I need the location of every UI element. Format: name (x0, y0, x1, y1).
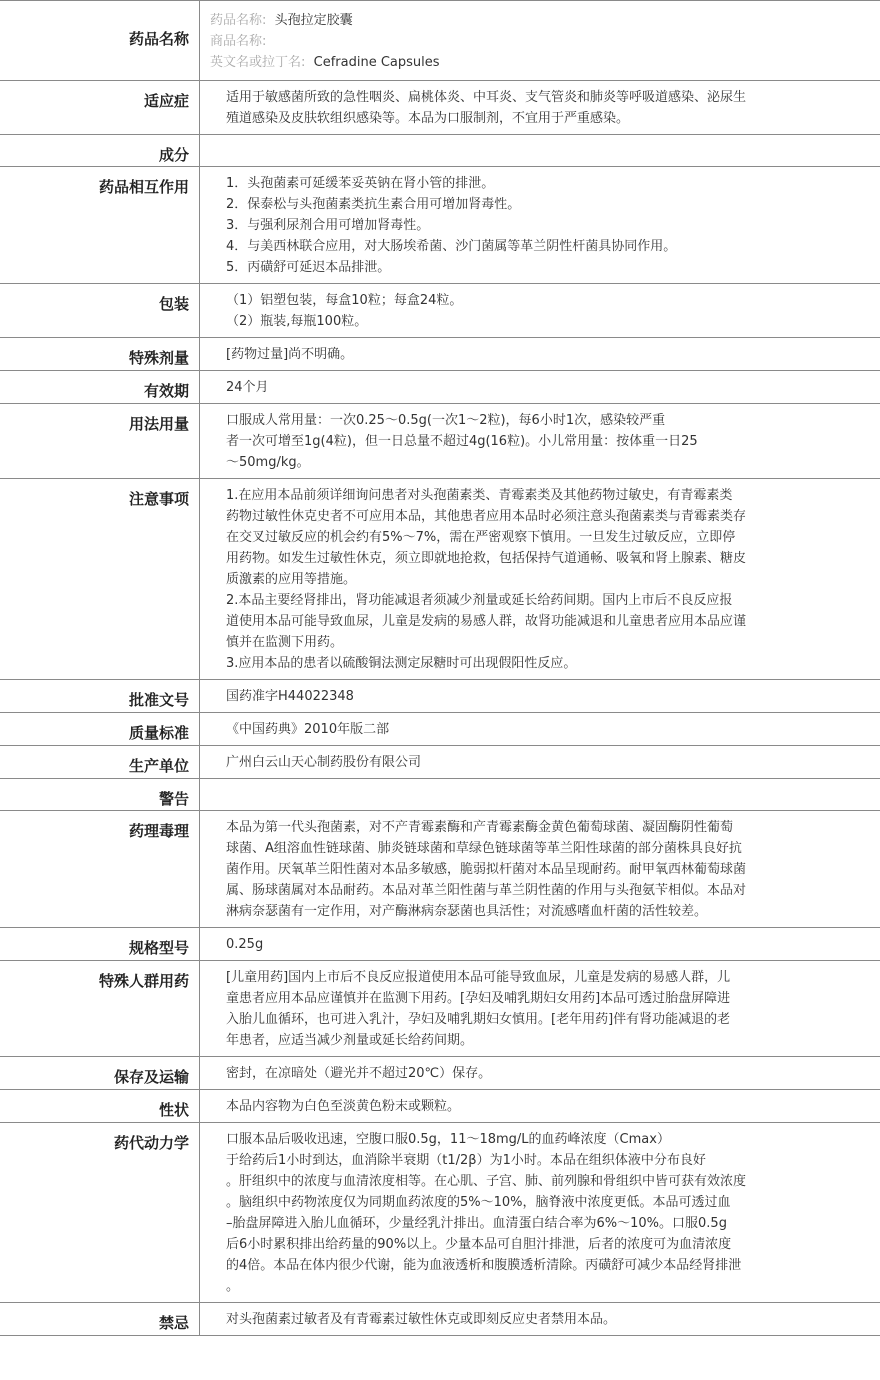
pharmacokinetics-line: –胎盘屏障进入胎儿血循环，少量经乳汁排出。血清蛋白结合率为6%～10%。口服0.5g (226, 1216, 727, 1231)
special-population-line: [儿童用药]国内上市后不良反应报道使用本品可能导致血尿，儿童是发病的易感人群，儿 (226, 970, 731, 985)
label-description: 性状 (0, 1090, 200, 1123)
pharmacokinetics-line: 口服本品后吸收迅速，空腹口服0.5g，11～18mg/L的血药峰浓度（Cmax） (226, 1132, 670, 1147)
row-indications (0, 81, 880, 135)
label-standard: 质量标准 (0, 713, 200, 746)
label-special-dosage: 特殊剂量 (0, 338, 200, 371)
row-warning (0, 779, 880, 811)
usage-line: 者一次可增至1g(4粒)，但一日总量不超过4g(16粒)。小儿常用量：按体重一日25 (226, 434, 698, 449)
manufacturer-text: 广州白云山天心制药股份有限公司 (226, 755, 422, 770)
pharmacology-line: 球菌、A组溶血性链球菌、肺炎链球菌和草绿色链球菌等革兰阳性球菌的部分菌株具良好抗 (226, 841, 742, 856)
pharmacokinetics-line: 。肝组织中的浓度与血清浓度相等。在心肌、子宫、肺、前列腺和骨组织中皆可获有效浓度 (226, 1174, 747, 1189)
storage-text: 密封，在凉暗处（避光并不超过20℃）保存。 (226, 1066, 492, 1081)
special-population-cell (200, 961, 880, 1057)
row-standard (0, 713, 880, 746)
usage-cell (200, 404, 880, 479)
interaction-item: 3．与强利尿剂合用可增加肾毒性。 (226, 218, 430, 233)
specification-cell (200, 928, 880, 961)
pharmacokinetics-cell (200, 1123, 880, 1303)
row-drug-name (0, 1, 880, 81)
label-interactions: 药品相互作用 (0, 167, 200, 284)
pharmacokinetics-line: 的4倍。本品在体内很少代谢，能为血液透析和腹膜透析清除。丙磺舒可减少本品经肾排泄 (226, 1258, 742, 1273)
pharmacokinetics-line: 。 (226, 1279, 240, 1294)
pharmacology-line: 本品为第一代头孢菌素，对不产青霉素酶和产青霉素酶金黄色葡萄球菌、凝固酶阴性葡萄 (226, 820, 734, 835)
label-manufacturer: 生产单位 (0, 746, 200, 779)
pharmacokinetics-line: 于给药后1小时到达，血消除半衰期（t1/2β）为1小时。本品在组织体液中分布良好 (226, 1153, 706, 1168)
validity-cell (200, 371, 880, 404)
label-packaging: 包装 (0, 284, 200, 338)
label-validity: 有效期 (0, 371, 200, 404)
label-specification: 规格型号 (0, 928, 200, 961)
label-contraindications: 禁忌 (0, 1303, 200, 1336)
packaging-item: （2）瓶装,每瓶100粒。 (226, 314, 368, 329)
precautions-line: 2.本品主要经肾排出，肾功能减退者须减少剂量或延长给药间期。国内上市后不良反应报 (226, 593, 733, 608)
special-population-line: 入胎儿血循环，也可进入乳汁，孕妇及哺乳期妇女慎用。[老年用药]伴有肾功能减退的老 (226, 1012, 731, 1027)
composition-text (226, 141, 786, 161)
generic-name-key: 药品名称: (210, 13, 267, 28)
label-warning: 警告 (0, 779, 200, 811)
precautions-line: 道使用本品可能导致血尿，儿童是发病的易感人群，故肾功能减退和儿童患者应用本品应谨 (226, 614, 747, 629)
contraindications-text: 对头孢菌素过敏者及有青霉素过敏性休克或即刻反应史者禁用本品。 (226, 1312, 617, 1327)
pharmacology-line: 属、肠球菌属对本品耐药。本品对革兰阳性菌与革兰阴性菌的作用与头孢氨苄相似。本品对 (226, 883, 747, 898)
manufacturer-cell (200, 746, 880, 779)
approval-cell (200, 680, 880, 713)
interaction-item: 2．保泰松与头孢菌素类抗生素合用可增加肾毒性。 (226, 197, 521, 212)
row-special-population (0, 961, 880, 1057)
pharmacokinetics-line: 。脑组织中药物浓度仅为同期血药浓度的5%～10%，脑脊液中浓度更低。本品可透过血 (226, 1195, 731, 1210)
row-pharmacology (0, 811, 880, 928)
label-indications: 适应症 (0, 81, 200, 135)
label-composition: 成分 (0, 135, 200, 167)
row-storage (0, 1057, 880, 1090)
row-manufacturer (0, 746, 880, 779)
label-drug-name: 药品名称 (0, 1, 200, 81)
contraindications-cell (200, 1303, 880, 1336)
row-composition (0, 135, 880, 167)
description-text: 本品内容物为白色至淡黄色粉末或颗粒。 (226, 1099, 461, 1114)
special-population-line: 童患者应用本品应谨慎并在监测下用药。[孕妇及哺乳期妇女用药]本品可透过胎盘屏障进 (226, 991, 731, 1006)
usage-line: ～50mg/kg。 (226, 455, 310, 470)
warning-text (226, 785, 786, 805)
packaging-item: （1）铝塑包装，每盒10粒；每盒24粒。 (226, 293, 463, 308)
row-approval (0, 680, 880, 713)
special-population-line: 年患者，应适当减少剂量或延长给药间期。 (226, 1033, 474, 1048)
packaging-cell (200, 284, 880, 338)
indications-line: 适用于敏感菌所致的急性咽炎、扁桃体炎、中耳炎、支气管炎和肺炎等呼吸道感染、泌尿生 (226, 90, 747, 105)
usage-line: 口服成人常用量：一次0.25～0.5g(一次1～2粒)，每6小时1次，感染较严重 (226, 413, 666, 428)
row-description (0, 1090, 880, 1123)
precautions-line: 1.在应用本品前须详细询问患者对头孢菌素类、青霉素类及其他药物过敏史，有青霉素类 (226, 488, 733, 503)
row-usage (0, 404, 880, 479)
row-contraindications (0, 1303, 880, 1336)
indications-line: 殖道感染及皮肤软组织感染等。本品为口服制剂，不宜用于严重感染。 (226, 111, 630, 126)
precautions-cell (200, 479, 880, 680)
label-pharmacokinetics: 药代动力学 (0, 1123, 200, 1303)
specification-text: 0.25g (226, 937, 264, 952)
special-dosage-text: [药物过量]尚不明确。 (226, 347, 354, 362)
label-usage: 用法用量 (0, 404, 200, 479)
row-packaging (0, 284, 880, 338)
description-cell (200, 1090, 880, 1123)
pharmacokinetics-line: 后6小时累积排出给药量的90%以上。少量本品可自胆汁排泄，后者的浓度可为血清浓度 (226, 1237, 732, 1252)
precautions-line: 用药物。如发生过敏性休克，须立即就地抢救，包括保持气道通畅、吸氧和肾上腺素、糖皮 (226, 551, 747, 566)
generic-name-value: 头孢拉定胶囊 (274, 13, 353, 28)
warning-cell (200, 779, 880, 811)
composition-cell (200, 135, 880, 167)
pharmacology-cell (200, 811, 880, 928)
pharmacology-line: 淋病奈瑟菌有一定作用，对产酶淋病奈瑟菌也具活性；对流感嗜血杆菌的活性较差。 (226, 904, 708, 919)
approval-text: 国药准字H44022348 (226, 689, 354, 704)
validity-text: 24个月 (226, 380, 269, 395)
precautions-line: 慎并在监测下用药。 (226, 635, 344, 650)
standard-cell (200, 713, 880, 746)
english-name-value: Cefradine Capsules (313, 55, 440, 70)
precautions-line: 3.应用本品的患者以硫酸铜法测定尿糖时可出现假阳性反应。 (226, 656, 577, 671)
special-dosage-cell (200, 338, 880, 371)
storage-cell (200, 1057, 880, 1090)
label-storage: 保存及运输 (0, 1057, 200, 1090)
english-name-key: 英文名或拉丁名: (210, 55, 306, 70)
trade-name-key: 商品名称: (210, 34, 267, 49)
precautions-line: 药物过敏性休克史者不可应用本品，其他患者应用本品时必须注意头孢菌素类与青霉素类存 (226, 509, 747, 524)
row-pharmacokinetics (0, 1123, 880, 1303)
drug-name-cell (200, 1, 880, 81)
label-approval: 批准文号 (0, 680, 200, 713)
row-validity (0, 371, 880, 404)
row-specification (0, 928, 880, 961)
indications-cell (200, 81, 880, 135)
interaction-item: 1．头孢菌素可延缓苯妥英钠在肾小管的排泄。 (226, 176, 495, 191)
row-special-dosage (0, 338, 880, 371)
precautions-line: 在交叉过敏反应的机会约有5%～7%，需在严密观察下慎用。一旦发生过敏反应，立即停 (226, 530, 736, 545)
row-precautions (0, 479, 880, 680)
precautions-line: 质激素的应用等措施。 (226, 572, 357, 587)
pharmacology-line: 菌作用。厌氧革兰阳性菌对本品多敏感，脆弱拟杆菌对本品呈现耐药。耐甲氧西林葡萄球菌 (226, 862, 747, 877)
interaction-item: 5．丙磺舒可延迟本品排泄。 (226, 260, 391, 275)
interaction-item: 4．与美西林联合应用，对大肠埃希菌、沙门菌属等革兰阴性杆菌具协同作用。 (226, 239, 677, 254)
label-pharmacology: 药理毒理 (0, 811, 200, 928)
row-interactions (0, 167, 880, 284)
label-special-population: 特殊人群用药 (0, 961, 200, 1057)
interactions-cell (200, 167, 880, 284)
standard-text: 《中国药典》2010年版二部 (226, 722, 390, 737)
label-precautions: 注意事项 (0, 479, 200, 680)
